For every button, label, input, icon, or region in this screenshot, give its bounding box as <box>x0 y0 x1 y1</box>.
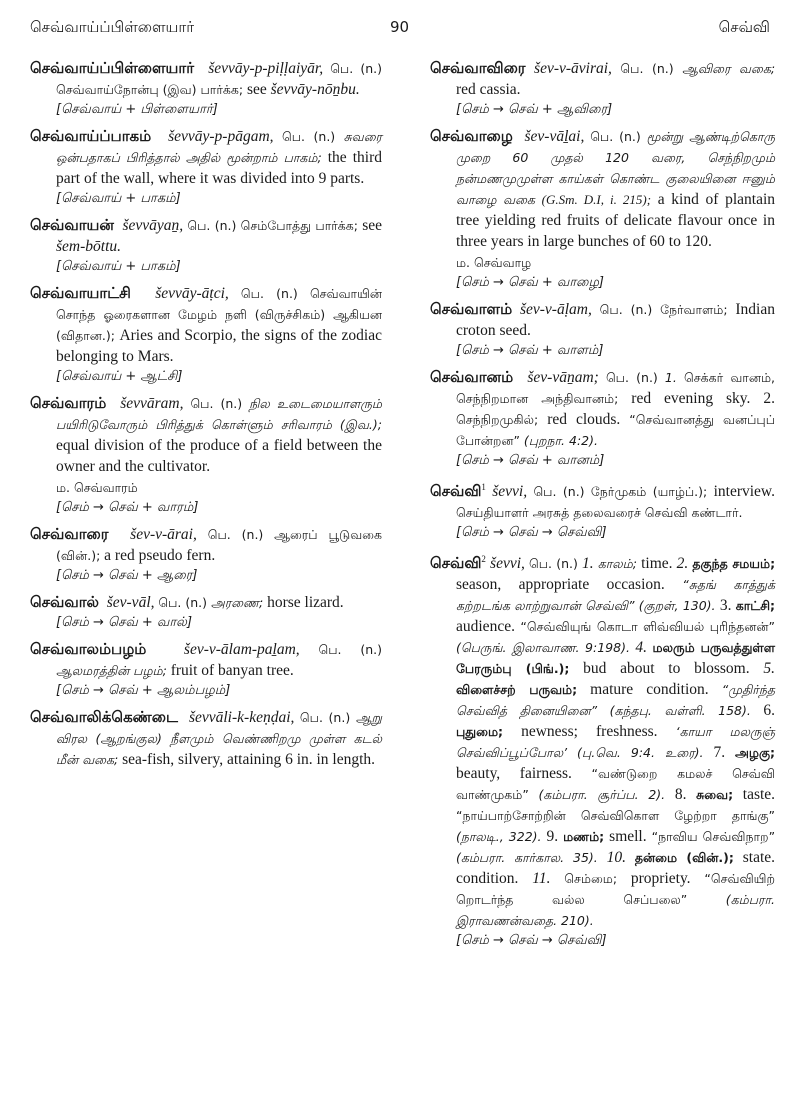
etymology: [செம் → செவ் + வாளம்] <box>456 343 604 358</box>
sense-tamil: புதுமை; <box>456 724 504 740</box>
transliteration: šev-v-ārai, <box>130 526 197 543</box>
sense-english: red evening sky. <box>631 390 751 407</box>
dictionary-entry <box>430 477 775 543</box>
sense-english: newness; freshness. <box>521 723 658 741</box>
tamil-definition: ஆரைப் பூடுவகை (வின்.); <box>56 527 383 563</box>
quotation: ‘காயா மலருஞ் செவ்விப்பூப்போல’ <box>456 724 776 761</box>
sense-english: state. condition. <box>456 849 776 888</box>
quotation-source: (கந்தபு. வள்ளி. 158). <box>609 703 751 719</box>
left-guide-word: செவ்வாய்ப்பிள்ளையார் <box>30 18 195 36</box>
part-of-speech: பெ. (n.) <box>533 484 585 500</box>
sense-number: 1. <box>664 370 677 385</box>
headword: செவ்வாய்ப்பிள்ளையார் <box>30 59 195 77</box>
headword: செவ்வாரை <box>30 525 109 543</box>
part-of-speech: பெ. (n.) <box>318 642 382 657</box>
part-of-speech: பெ. (n.) <box>240 286 298 301</box>
sense-tamil: செம்மை; <box>564 871 618 887</box>
sense-english: audience. <box>456 618 515 636</box>
sense-english: red clouds. <box>547 411 621 428</box>
dictionary-entry <box>30 215 382 277</box>
etymology: [செம் → செவ் + வால்] <box>56 615 193 630</box>
part-of-speech: பெ. (n.) <box>330 61 383 76</box>
sense-number: 8. <box>674 786 687 804</box>
dictionary-entry <box>30 283 382 387</box>
sense-english: bud about to blossom. <box>583 660 750 678</box>
transliteration: šev-vāḻai, <box>524 128 585 145</box>
part-of-speech: பெ. (n.) <box>620 61 674 76</box>
part-of-speech: பெ. (n.) <box>590 129 641 144</box>
quotation-source: (குறள், 130). <box>638 598 716 614</box>
transliteration: ševvāram, <box>120 395 184 412</box>
english-definition: see <box>246 81 267 98</box>
sense-tamil: தகுந்த சமயம்; <box>692 556 776 572</box>
dictionary-entry <box>430 126 775 293</box>
sense-number: 9. <box>546 828 559 846</box>
sense-tamil: அழகு; <box>735 745 776 761</box>
tamil-definition: அரணை; <box>210 595 264 610</box>
etymology: [செம் → செவ் + வானம்] <box>456 453 605 468</box>
etymology: [செவ்வாய் + பாகம்] <box>56 191 181 206</box>
etymology: [செவ்வாய் + ஆட்சி] <box>56 369 183 384</box>
quotation: “நாய்பாற்சோற்றின் செவ்விகொள ழேற்றா தாங்கு” <box>456 808 775 824</box>
sense-english: smell. <box>609 828 647 846</box>
running-header <box>30 12 770 40</box>
headword: செவ்வாயன் <box>30 216 114 234</box>
part-of-speech: பெ. (n.) <box>207 527 264 542</box>
transliteration: ševvi, <box>492 483 528 501</box>
etymology: [செம் → செவ் → செவ்வி] <box>456 933 607 949</box>
part-of-speech: பெ. (n.) <box>190 396 243 411</box>
homonym-number: 2 <box>481 554 486 565</box>
part-of-speech: பெ. (n.) <box>529 556 578 572</box>
dictionary-entry <box>30 393 382 518</box>
tamil-definition: நேர்முகம் (யாழ்ப்.); <box>590 484 708 500</box>
sense-english: season, appropriate occasion. <box>456 576 665 594</box>
tamil-definition: ஆவிரை வகை; <box>682 61 776 76</box>
english-definition: horse lizard. <box>267 594 344 611</box>
quotation: “வண்டுறை கமலச் செவ்வி வாண்முகம்” <box>456 766 775 803</box>
cross-reference: šem-bōttu. <box>56 238 122 255</box>
transliteration: ševvāy-p-piḷḷaiyār, <box>208 60 324 77</box>
headword: செவ்வாவிரை <box>430 59 526 77</box>
etymology: [செம் → செவ் + வாரம்] <box>56 500 199 515</box>
headword: செவ்வாய்ப்பாகம் <box>30 127 152 145</box>
sense-number: 2. <box>763 390 776 407</box>
quotation-source: (புறநா. 4:2). <box>523 433 598 448</box>
english-definition: Aries and Scorpio, the signs of the zodiac belonging to Mars. <box>56 327 382 365</box>
right-column <box>430 58 775 957</box>
headword: செவ்வாலிக்கெண்டை <box>30 708 178 726</box>
dictionary-entry <box>30 126 382 209</box>
transliteration: ševvāy-p-pāgam, <box>168 128 274 145</box>
sense-tamil: மணம்; <box>563 829 605 845</box>
english-definition: equal division of the produce of a field between the owner and the cultivator. <box>56 437 382 475</box>
english-definition: fruit of banyan tree. <box>170 662 294 679</box>
quotation: “நாவிய செவ்விநாற” <box>651 829 776 845</box>
etymology: [செம் → செவ் + ஆவிரை] <box>456 102 613 117</box>
english-definition: interview. <box>713 483 775 501</box>
sense-number: 11. <box>532 870 551 888</box>
english-definition: sea-fish, silvery, attaining 6 in. in length. <box>122 751 376 768</box>
headword: செவ்வாரம் <box>30 394 107 412</box>
headword: செவ்வானம் <box>430 368 514 386</box>
sense-number: 1. <box>582 555 594 573</box>
sense-tamil: செந்நிறமுகில்; <box>456 412 539 427</box>
dictionary-entry <box>30 524 382 586</box>
left-column <box>30 58 382 776</box>
etymology: [செவ்வாய் + பிள்ளையார்] <box>56 102 218 117</box>
cognate: ம. செவ்வாழ <box>456 255 532 270</box>
sense-english: mature condition. <box>590 681 709 699</box>
quotation: “முதிர்ந்த செவ்வித் தினையினை” <box>456 682 775 719</box>
tamil-definition: ஆறு விரல (ஆறங்குல) நீளமும் வெண்ணிறமு முள்ள கடல் மீன் வகை; <box>56 710 382 767</box>
sense-number: 6. <box>763 702 776 720</box>
tamil-definition: செம்போத்து பார்க்க; <box>240 218 358 233</box>
dictionary-entry <box>30 707 382 770</box>
sense-tamil: மலரும் பருவத்துள்ள பேரரும்பு (பிங்.); <box>456 640 775 677</box>
headword: செவ்வால் <box>30 593 99 611</box>
etymology: [செம் → செவ் + ஆலம்பழம்] <box>56 683 231 698</box>
quotation-source: (பு.வெ. 9:4. உரை). <box>577 745 704 761</box>
sense-number: 3. <box>719 597 732 615</box>
english-definition: Indian croton seed. <box>456 301 775 339</box>
english-definition: see <box>362 217 382 234</box>
dictionary-entry <box>30 639 382 701</box>
transliteration: ševvi, <box>490 555 525 573</box>
sense-tamil: காட்சி; <box>735 598 776 614</box>
english-definition: a kind of plantain tree yielding red fruits of delicate flavour once in three years in large bunches of 60 to 120. <box>456 191 776 250</box>
dictionary-entry <box>430 367 775 471</box>
usage-example: செய்தியாளர் அரசுத் தலைவரைச் செவ்வி கண்டார். <box>456 505 743 521</box>
etymology: [செம் → செவ் → செவ்வி] <box>456 525 607 541</box>
english-definition: red cassia. <box>456 81 521 98</box>
etymology: [செம் → செவ் + வாழை] <box>456 275 604 290</box>
english-definition: the third part of the wall, where it was divided into 9 parts. <box>56 149 382 187</box>
headword: செவ்வாளம் <box>430 300 513 318</box>
part-of-speech: பெ. (n.) <box>158 595 208 610</box>
english-definition: a red pseudo fern. <box>104 547 216 564</box>
sense-tamil: செக்கர் வானம், செந்நிறமான அந்திவானம்; <box>456 370 775 406</box>
sense-english: time. <box>641 555 673 573</box>
quotation-source: (நாலடி., 322). <box>456 829 542 845</box>
transliteration: ševvāy-āṭci, <box>155 285 229 302</box>
dictionary-entry <box>430 549 775 951</box>
transliteration: ševvāli-k-keṇḍai, <box>188 709 295 726</box>
dictionary-entry <box>30 58 382 120</box>
quotation-source: (கம்பரா. கார்கால. 35). <box>456 850 598 866</box>
sense-tamil: விளைச்சற் பருவம்; <box>456 682 578 698</box>
headword: செவ்வாலம்பழம் <box>30 640 147 658</box>
sense-number: 5. <box>763 660 775 678</box>
quotation: “சுதங் காத்துக் கற்றடங்க லாற்றுவான் செவ்வி” <box>456 577 776 614</box>
dictionary-entry <box>430 58 775 120</box>
right-guide-word: செவ்வி <box>718 18 770 36</box>
dictionary-entry <box>30 592 382 633</box>
tamil-definition: நேர்வாளம்; <box>660 302 728 317</box>
homonym-number: 1 <box>481 482 486 492</box>
transliteration: šev-v-ālam-paḻam, <box>183 641 300 658</box>
sense-english: taste. <box>742 786 776 804</box>
headword: செவ்வி <box>430 554 482 573</box>
transliteration: šev-vāṉam; <box>527 369 599 386</box>
sense-tamil: சுவை; <box>696 787 734 803</box>
cognate: ம. செவ்வாரம் <box>56 480 138 495</box>
headword: செவ்வாயாட்சி <box>30 284 131 302</box>
quotation: “செவ்வியுங் கொடா ளிவ்வியல் புரிந்தனன்” <box>520 619 775 635</box>
etymology: [செம் → செவ் + ஆரை] <box>56 568 198 583</box>
quotation: “செவ்வியிற் றொடர்ந்த வல்ல செப்பலை” <box>456 871 776 908</box>
sense-tamil: தன்மை (வின்.); <box>634 850 734 866</box>
sense-tamil: காலம்; <box>597 556 637 572</box>
quotation-source: (கம்பரா. இராவணன்வதை. 210). <box>456 892 775 929</box>
sense-number: 7. <box>713 744 726 762</box>
page-number: 90 <box>390 18 410 36</box>
part-of-speech: பெ. (n.) <box>187 218 237 233</box>
tamil-definition: நில உடைமையாளரும் பயிரிடுவோரும் பிரித்துக் கொள்ளும் சரிவாரம் (இவ.); <box>56 396 382 432</box>
transliteration: šev-vāl, <box>106 594 155 611</box>
tamil-definition: சுவரை ஒன்பதாகப் பிரித்தால் அதில் மூன்றாம் பாகம்; <box>56 129 383 165</box>
part-of-speech: பெ. (n.) <box>299 710 351 725</box>
sense-english: beauty, fairness. <box>456 765 572 783</box>
headword: செவ்வி <box>430 482 482 501</box>
quotation-source: (பெருங். இலாவாண. 9:198). <box>456 640 630 656</box>
cross-reference: ševvāy-nōṉbu. <box>270 81 360 98</box>
tamil-definition: மூன்று ஆண்டிற்கொரு முறை 60 முதல் 120 வரை, செந்நிறமும் நன்மணமுமுள்ள காய்கள் கொண்ட குலையினை ஈனும் வாழை வகை <box>456 129 776 207</box>
transliteration: ševvāyaṉ, <box>122 217 184 234</box>
sense-number: 4. <box>635 639 648 657</box>
part-of-speech: பெ. (n.) <box>599 302 653 317</box>
dictionary-entry <box>430 299 775 361</box>
source-citation: (G.Sm. D.I, i. 215); <box>541 192 652 207</box>
tamil-definition: செவ்வாயின் சொந்த ஓரைகளான மேழம் நளி (விருச்சிகம்) ஆகியன (விதான.); <box>56 286 383 343</box>
sense-english: propriety. <box>630 870 691 888</box>
quotation-source: (கம்பரா. சூர்ப்ப. 2). <box>538 787 666 803</box>
quotation: “செவ்வானத்து வனப்புப் போன்றன” <box>456 412 776 448</box>
sense-number: 10. <box>606 849 627 867</box>
etymology: [செவ்வாய் + பாகம்] <box>56 259 181 274</box>
part-of-speech: பெ. (n.) <box>605 370 658 385</box>
tamil-definition: செவ்வாய்நோன்பு (இவ) பார்க்க; <box>56 82 244 97</box>
tamil-definition: ஆலமரத்தின் பழம்; <box>56 663 167 678</box>
part-of-speech: பெ. (n.) <box>281 129 336 144</box>
transliteration: šev-v-āvirai, <box>534 60 612 77</box>
transliteration: šev-v-āḷam, <box>519 301 592 318</box>
sense-number: 2. <box>676 555 689 573</box>
headword: செவ்வாழை <box>430 127 513 145</box>
